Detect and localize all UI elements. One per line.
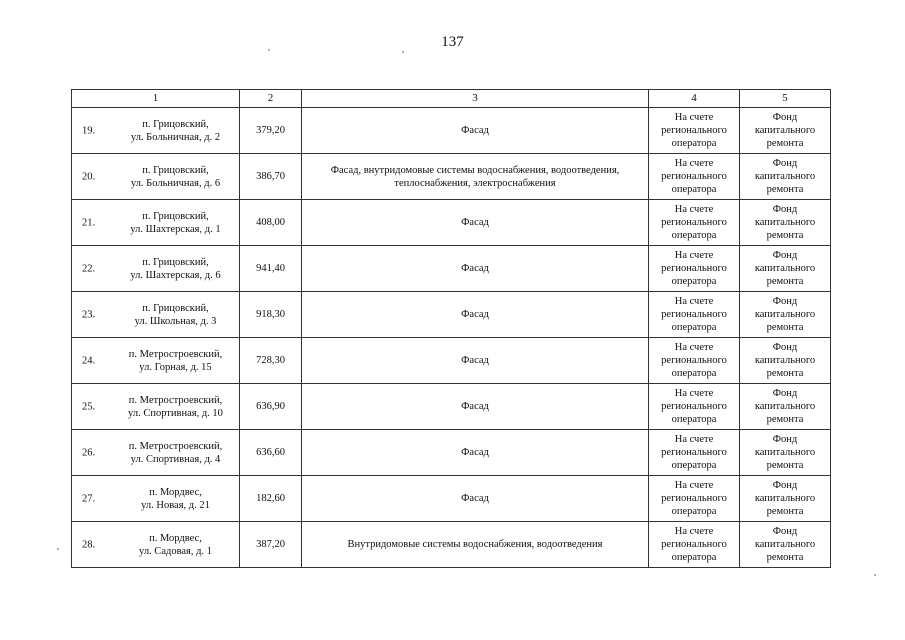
address-settlement: п. Грицовский, (142, 256, 209, 268)
fund-line: Фонд (772, 158, 798, 169)
account-type-line: На счете (674, 388, 714, 399)
fund-line: ремонта (766, 230, 804, 241)
address-settlement: п. Грицовский, (142, 210, 209, 222)
account-type-cell (649, 338, 740, 384)
header-col-4: 4 (649, 90, 740, 108)
header-col-1: 1 (72, 90, 240, 108)
area-cell: 941,40 (240, 246, 302, 292)
works-line: Фасад (461, 355, 489, 366)
address-settlement: п. Метростроевский, (128, 440, 223, 452)
account-type-line: регионального (661, 309, 727, 320)
fund-line: ремонта (766, 322, 804, 333)
fund-line: ремонта (766, 552, 804, 563)
account-type-line: На счете (674, 158, 714, 169)
address-cell (72, 200, 240, 246)
works-cell (302, 108, 649, 154)
account-type-line: оператора (671, 368, 717, 379)
fund-line: Фонд (772, 250, 798, 261)
account-type-line: регионального (661, 125, 727, 136)
address-street: ул. Больничная, д. 6 (130, 177, 221, 189)
address-street: ул. Новая, д. 21 (141, 499, 210, 511)
table-row (72, 292, 831, 338)
fund-line: ремонта (766, 138, 804, 149)
address-settlement: п. Грицовский, (142, 164, 209, 176)
fund-line: капитального (754, 263, 816, 274)
area-cell: 386,70 (240, 154, 302, 200)
account-type-line: оператора (671, 506, 717, 517)
address-cell (72, 430, 240, 476)
fund-cell (740, 246, 831, 292)
scan-speck (402, 51, 404, 53)
fund-line: Фонд (772, 480, 798, 491)
works-line: Фасад (461, 309, 489, 320)
address-street: ул. Больничная, д. 2 (130, 131, 221, 143)
fund-line: ремонта (766, 368, 804, 379)
account-type-line: регионального (661, 171, 727, 182)
row-number: 23. (82, 309, 96, 320)
fund-cell (740, 430, 831, 476)
fund-cell (740, 522, 831, 568)
works-line: Фасад (461, 125, 489, 136)
address-cell (72, 338, 240, 384)
works-line: Фасад (461, 217, 489, 228)
table-body (72, 108, 831, 568)
account-type-line: На счете (674, 480, 714, 491)
table-row (72, 430, 831, 476)
account-type-line: На счете (674, 250, 714, 261)
fund-line: Фонд (772, 342, 798, 353)
address-cell (72, 476, 240, 522)
account-type-cell (649, 522, 740, 568)
table-row (72, 384, 831, 430)
address-settlement: п. Метростроевский, (128, 394, 223, 406)
fund-cell (740, 154, 831, 200)
address-cell (72, 522, 240, 568)
row-number: 22. (82, 263, 96, 274)
fund-line: капитального (754, 171, 816, 182)
account-type-cell (649, 430, 740, 476)
address-settlement: п. Грицовский, (142, 118, 209, 130)
account-type-line: регионального (661, 539, 727, 550)
fund-line: ремонта (766, 460, 804, 471)
scan-speck (57, 548, 59, 550)
header-row (72, 90, 831, 108)
fund-cell (740, 338, 831, 384)
fund-line: капитального (754, 355, 816, 366)
works-cell (302, 384, 649, 430)
address-settlement: п. Мордвес, (149, 532, 202, 544)
fund-line: капитального (754, 447, 816, 458)
header-col-5: 5 (740, 90, 831, 108)
fund-line: Фонд (772, 526, 798, 537)
works-cell (302, 522, 649, 568)
row-number: 28. (82, 539, 96, 550)
account-type-line: На счете (674, 204, 714, 215)
address-settlement: п. Метростроевский, (128, 348, 223, 360)
area-cell: 728,30 (240, 338, 302, 384)
area-cell: 387,20 (240, 522, 302, 568)
table-row (72, 108, 831, 154)
header-col-3: 3 (302, 90, 649, 108)
address-street: ул. Спортивная, д. 4 (130, 453, 221, 465)
account-type-line: оператора (671, 460, 717, 471)
page-number: 137 (441, 34, 464, 50)
account-type-line: оператора (671, 138, 717, 149)
address-street: ул. Горная, д. 15 (139, 361, 212, 373)
area-cell: 408,00 (240, 200, 302, 246)
account-type-cell (649, 384, 740, 430)
account-type-line: регионального (661, 447, 727, 458)
account-type-line: На счете (674, 112, 714, 123)
address-settlement: п. Грицовский, (142, 302, 209, 314)
works-line: теплоснабжения, электроснабжения (394, 177, 556, 189)
account-type-cell (649, 108, 740, 154)
works-cell (302, 200, 649, 246)
fund-cell (740, 200, 831, 246)
account-type-line: оператора (671, 322, 717, 333)
fund-line: капитального (754, 401, 816, 412)
fund-cell (740, 108, 831, 154)
row-number: 19. (82, 125, 96, 136)
account-type-line: оператора (671, 230, 717, 241)
works-line: Фасад (461, 263, 489, 274)
row-number: 20. (82, 171, 96, 182)
works-line: Фасад, внутридомовые системы водоснабжения, водоотведения, (330, 164, 620, 176)
fund-cell (740, 292, 831, 338)
account-type-cell (649, 200, 740, 246)
works-cell (302, 246, 649, 292)
works-cell (302, 430, 649, 476)
scan-speck (874, 574, 876, 576)
table-row (72, 522, 831, 568)
account-type-line: На счете (674, 434, 714, 445)
fund-line: капитального (754, 125, 816, 136)
row-number: 25. (82, 401, 96, 412)
address-street: ул. Спортивная, д. 10 (128, 407, 223, 419)
area-cell: 636,60 (240, 430, 302, 476)
fund-line: ремонта (766, 276, 804, 287)
works-line: Фасад (461, 401, 489, 412)
account-type-line: оператора (671, 276, 717, 287)
account-type-cell (649, 476, 740, 522)
account-type-line: оператора (671, 552, 717, 563)
row-number: 24. (82, 355, 96, 366)
address-cell (72, 292, 240, 338)
works-line: Внутридомовые системы водоснабжения, водоотведения (347, 539, 603, 550)
area-cell: 918,30 (240, 292, 302, 338)
account-type-line: регионального (661, 263, 727, 274)
table-row (72, 246, 831, 292)
account-type-line: На счете (674, 526, 714, 537)
address-cell (72, 154, 240, 200)
account-type-cell (649, 154, 740, 200)
area-cell: 636,90 (240, 384, 302, 430)
address-street: ул. Шахтерская, д. 1 (130, 223, 221, 235)
table-row (72, 154, 831, 200)
area-cell: 182,60 (240, 476, 302, 522)
table-row (72, 338, 831, 384)
table-row (72, 200, 831, 246)
fund-line: ремонта (766, 184, 804, 195)
row-number: 27. (82, 493, 96, 504)
header-col-2: 2 (240, 90, 302, 108)
account-type-cell (649, 246, 740, 292)
fund-line: капитального (754, 217, 816, 228)
works-line: Фасад (461, 447, 489, 458)
fund-line: ремонта (766, 414, 804, 425)
fund-line: Фонд (772, 204, 798, 215)
fund-line: Фонд (772, 388, 798, 399)
account-type-cell (649, 292, 740, 338)
fund-cell (740, 384, 831, 430)
row-number: 26. (82, 447, 96, 458)
scan-speck (268, 49, 270, 51)
account-type-line: оператора (671, 184, 717, 195)
address-cell (72, 246, 240, 292)
works-cell (302, 476, 649, 522)
account-type-line: регионального (661, 493, 727, 504)
address-settlement: п. Мордвес, (149, 486, 202, 498)
fund-line: капитального (754, 309, 816, 320)
fund-line: капитального (754, 493, 816, 504)
works-cell (302, 338, 649, 384)
table-row (72, 476, 831, 522)
address-cell (72, 108, 240, 154)
account-type-line: регионального (661, 355, 727, 366)
account-type-line: регионального (661, 217, 727, 228)
account-type-line: регионального (661, 401, 727, 412)
account-type-line: На счете (674, 342, 714, 353)
row-number: 21. (82, 217, 96, 228)
area-cell: 379,20 (240, 108, 302, 154)
address-street: ул. Школьная, д. 3 (134, 315, 217, 327)
fund-line: капитального (754, 539, 816, 550)
address-street: ул. Садовая, д. 1 (139, 545, 212, 557)
fund-line: Фонд (772, 296, 798, 307)
account-type-line: На счете (674, 296, 714, 307)
fund-line: ремонта (766, 506, 804, 517)
works-cell (302, 154, 649, 200)
works-line: Фасад (461, 493, 489, 504)
address-street: ул. Шахтерская, д. 6 (130, 269, 221, 281)
repair-table (71, 89, 831, 568)
account-type-line: оператора (671, 414, 717, 425)
works-cell (302, 292, 649, 338)
fund-line: Фонд (772, 112, 798, 123)
fund-cell (740, 476, 831, 522)
fund-line: Фонд (772, 434, 798, 445)
address-cell (72, 384, 240, 430)
